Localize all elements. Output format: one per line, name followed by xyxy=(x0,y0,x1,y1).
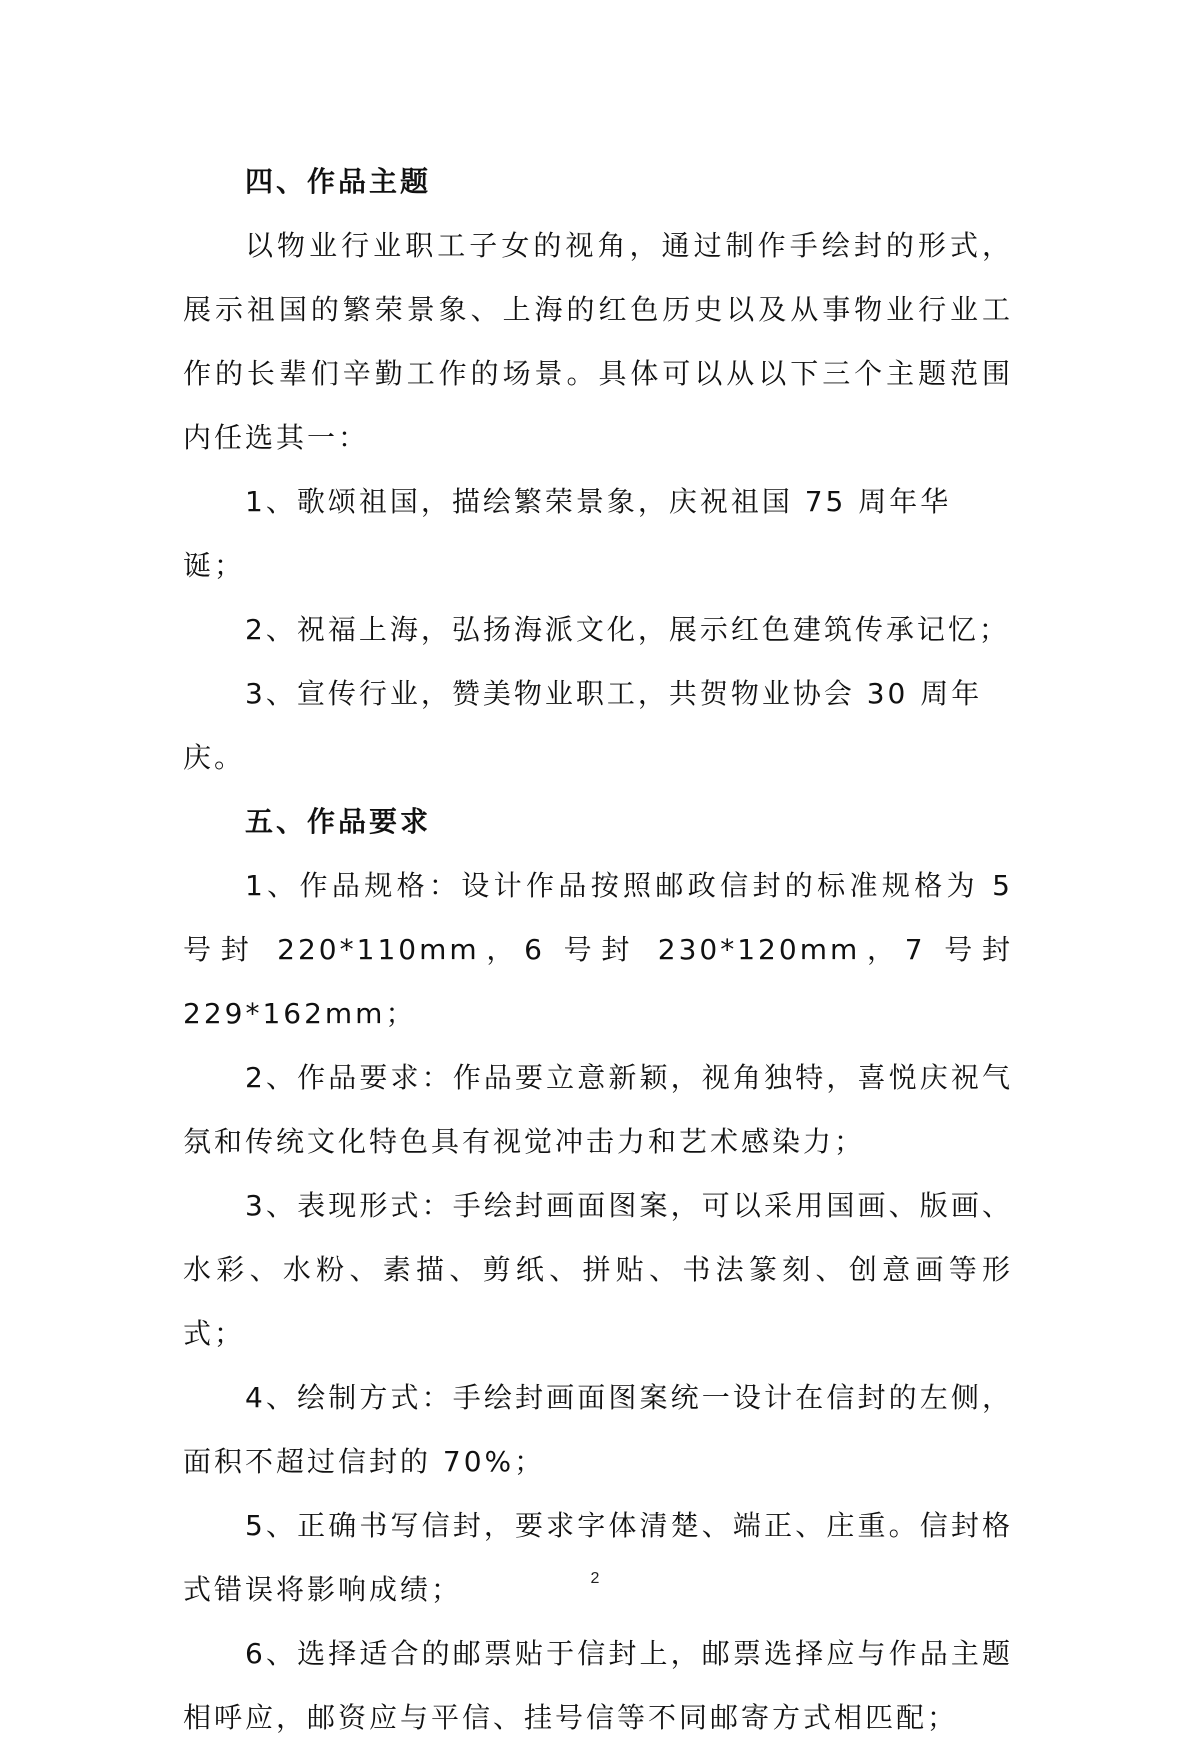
requirement-item-3: 3、表现形式：手绘封画面图案，可以采用国画、版画、水彩、水粉、素描、剪纸、拼贴、书法篆刻、创意画等形式； xyxy=(183,1189,1013,1350)
section-heading-theme: 四、作品主题 xyxy=(245,165,432,198)
theme-item-1: 1、歌颂祖国，描绘繁荣景象，庆祝祖国 75 周年华诞； xyxy=(183,485,952,582)
theme-item-3: 3、宣传行业，赞美物业职工，共贺物业协会 30 周年庆。 xyxy=(183,677,983,774)
theme-item-2: 2、祝福上海，弘扬海派文化，展示红色建筑传承记忆； xyxy=(245,613,1010,646)
document-body xyxy=(183,150,1013,1750)
requirement-item-2: 2、作品要求：作品要立意新颖，视角独特，喜悦庆祝气氛和传统文化特色具有视觉冲击力和艺术感染力； xyxy=(183,1061,1013,1158)
theme-intro-paragraph: 以物业行业职工子女的视角，通过制作手绘封的形式，展示祖国的繁荣景象、上海的红色历史以及从事物业行业工作的长辈们辛勤工作的场景。具体可以从以下三个主题范围内任选其一： xyxy=(183,229,1013,454)
requirement-item-1: 1、作品规格：设计作品按照邮政信封的标准规格为 5 号封 220*110mm，6 号封 230*120mm，7 号封 229*162mm； xyxy=(183,869,1013,1030)
requirement-item-5: 5、正确书写信封，要求字体清楚、端正、庄重。信封格式错误将影响成绩； xyxy=(183,1509,1013,1606)
page-number: 2 xyxy=(590,1570,600,1587)
requirement-item-6: 6、选择适合的邮票贴于信封上，邮票选择应与作品主题相呼应，邮资应与平信、挂号信等不同邮寄方式相匹配； xyxy=(183,1637,1013,1734)
section-heading-requirements: 五、作品要求 xyxy=(245,805,432,838)
requirement-item-4: 4、绘制方式：手绘封画面图案统一设计在信封的左侧，面积不超过信封的 70%； xyxy=(183,1381,1013,1478)
